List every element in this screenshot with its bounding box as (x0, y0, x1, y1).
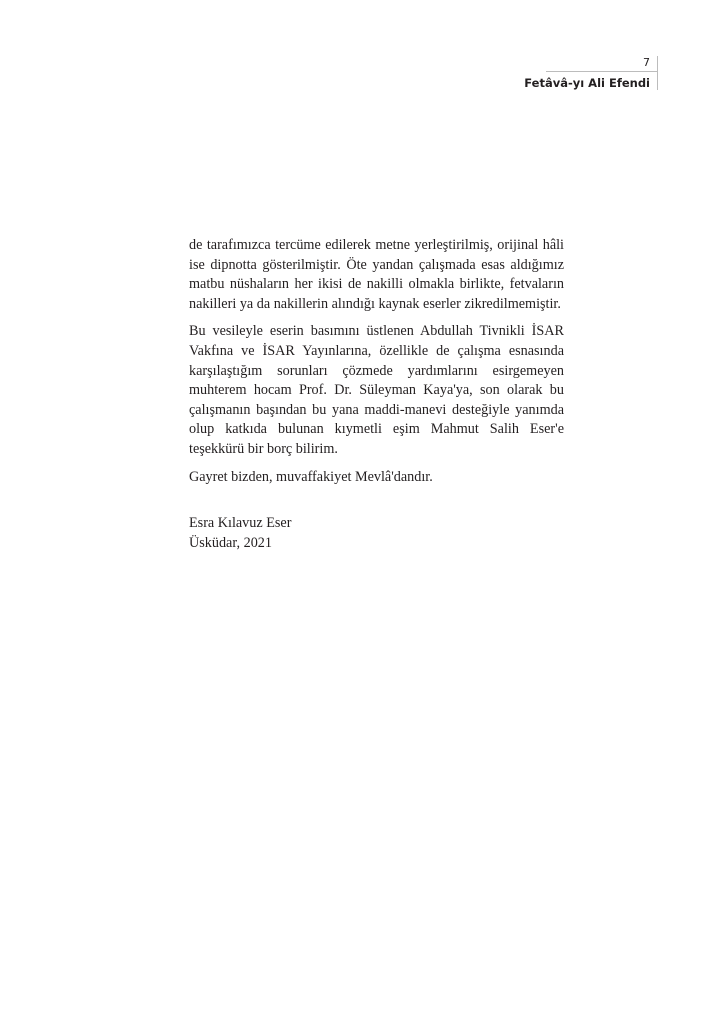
paragraph-2: Bu vesileyle eserin basımını üstlenen Abdullah Tivnikli İSAR Vakfına ve İSAR Yayınlarına, özellikle de çalışma esnasında karşılaştığım sorunları çözmede yardımlarını esirgemeyen muhterem hocam Prof. Dr. Süleyman Kaya'ya, son olarak bu çalışmanın başından bu yana maddi-manevi desteğiyle yanımda olup katkıda bulunan kıymetli eşim Mahmut Salih Eser'e teşekkürü bir borç bilirim. (189, 323, 564, 457)
signature-name: Esra Kılavuz Eser (189, 515, 292, 532)
paragraph-1: de tarafımızca tercüme edilerek metne yerleştirilmiş, orijinal hâli ise dipnotta gösterilmiştir. Öte yandan çalışmada esas aldığımız matbu nüshaların her ikisi de nakilli olmakla birlikte, fetvaların nakilleri ya da nakillerin alındığı kaynak eserler zikredilmemiştir. (189, 237, 564, 312)
signature-place-date: Üsküdar, 2021 (189, 534, 272, 551)
header-vertical-rule (657, 56, 658, 90)
body-text (189, 236, 564, 553)
paragraph-3: Gayret bizden, muvaffakiyet Mevlâ'dandır. (189, 468, 433, 485)
running-title: Fetâvâ-yı Ali Efendi (524, 76, 650, 90)
running-head (498, 56, 658, 91)
page-number: 7 (546, 56, 658, 72)
signature-block (189, 514, 564, 553)
